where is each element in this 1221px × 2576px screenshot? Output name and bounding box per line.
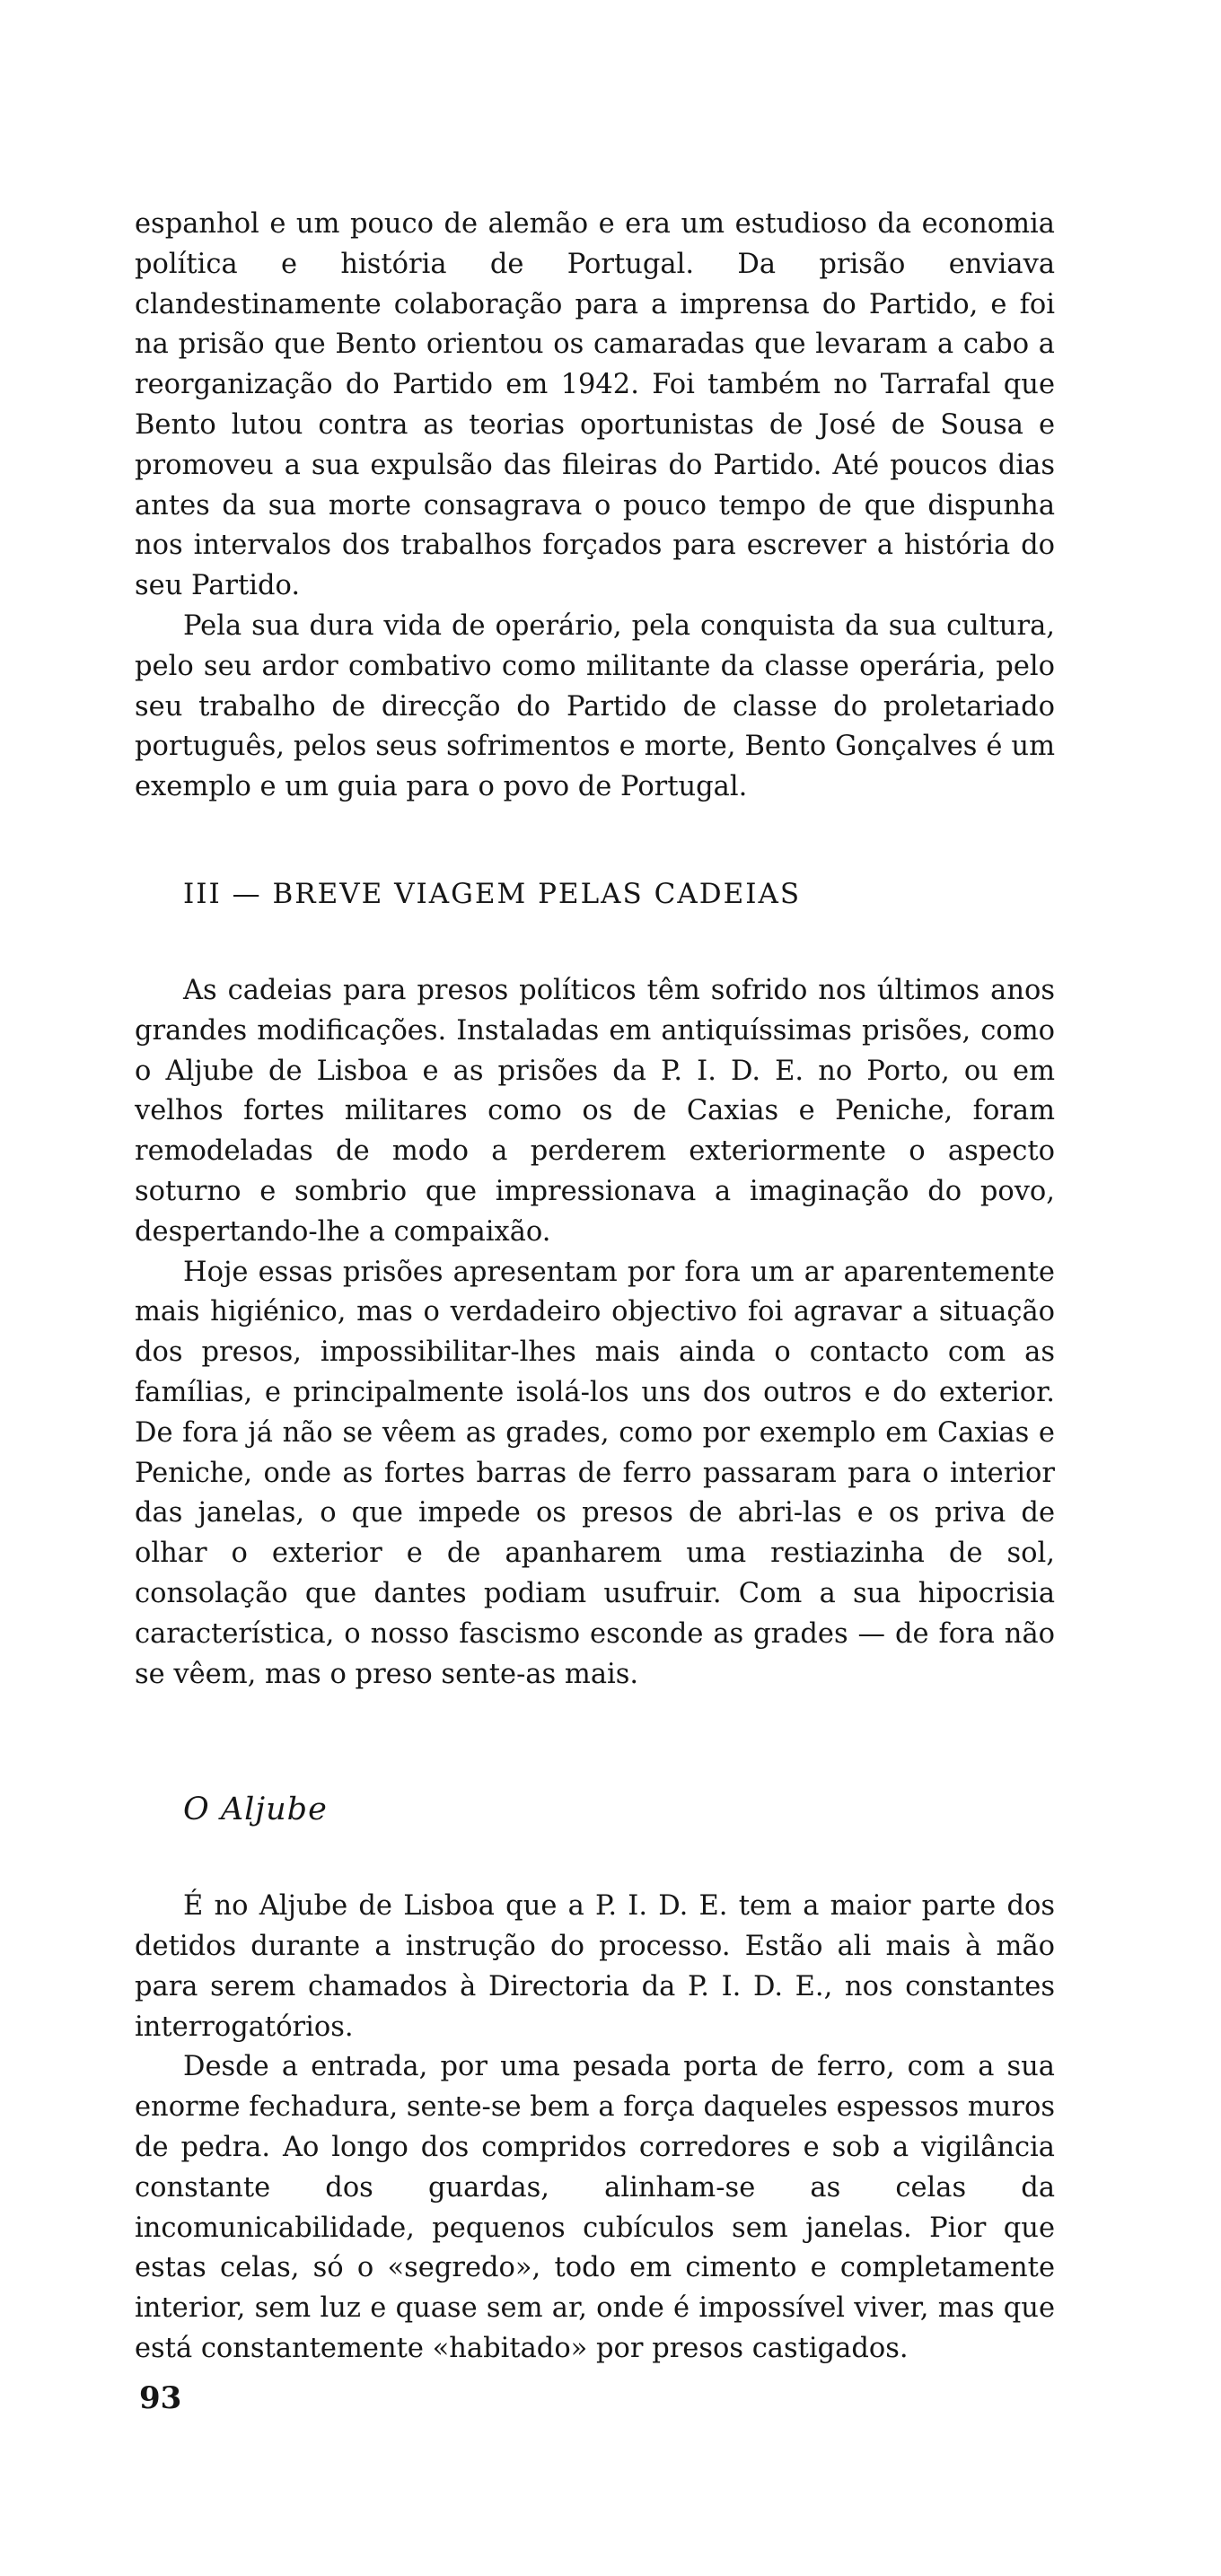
subsection-heading: O Aljube (183, 1792, 328, 1828)
section-paragraph-1: As cadeias para presos políticos têm sofrido nos últimos anos grandes modificações. Instaladas em antiquíssimas prisões, como o Aljube de Lisboa e as prisões da P. I. D. E. no Porto, ou em velhos fortes militares como os de Caxias e Peniche, foram remodeladas de modo a perderem exteriormente o aspecto soturno e sombrio que impressionava a imaginação do povo, despertando-lhe a compaixão. (135, 974, 1055, 1248)
continuation-paragraph-1: espanhol e um pouco de alemão e era um estudioso da economia política e história de Portugal. Da prisão enviava clandestinamente colaboração para a imprensa do Partido, e foi na prisão que Bento orientou os camaradas que levaram a cabo a reorganização do Partido em 1942. Foi também no Tarrafal que Bento lutou contra as teorias oportunistas de José de Sousa e promoveu a sua expulsão das fileiras do Partido. Até poucos dias antes da sua morte consagrava o pouco tempo de que dispunha nos intervalos dos trabalhos forçados para escrever a história do seu Partido. (135, 208, 1055, 602)
page-number: 93 (139, 2380, 182, 2416)
section-heading: III — BREVE VIAGEM PELAS CADEIAS (183, 877, 802, 910)
subsection-paragraph-2: Desde a entrada, por uma pesada porta de ferro, com a sua enorme fechadura, sente-se bem a força daqueles espessos muros de pedra. Ao longo dos compridos corredores e sob a vigilância constante dos guardas, alinham-se as celas da incomunicabilidade, pequenos cubículos sem janelas. Pior que estas celas, só o «segredo», todo em cimento e completamente interior, sem luz e quase sem ar, onde é impossível viver, mas que está constantemente «habitado» por presos castigados. (135, 2051, 1056, 2365)
subsection-paragraph-1: É no Aljube de Lisboa que a P. I. D. E. tem a maior parte dos detidos durante a instrução do processo. Estão ali mais à mão para serem chamados à Directoria da P. I. D. E., nos constantes interrogatórios. (135, 1890, 1055, 2043)
section-paragraph-2: Hoje essas prisões apresentam por fora um ar aparentemente mais higiénico, mas o verdadeiro objectivo foi agravar a situação dos presos, impossibilitar-lhes mais ainda o contacto com as famílias, e principalmente isolá-los uns dos outros e do exterior. De fora já não se vêem as grades, como por exemplo em Caxias e Peniche, onde as fortes barras de ferro passaram para o interior das janelas, o que impede os presos de abri-las e os priva de olhar o exterior e de apanharem uma restiazinha de sol, consolação que dantes podiam usufruir. Com a sua hipocrisia característica, o nosso fascismo esconde as grades — de fora não se vêem, mas o preso sente-as mais. (135, 1256, 1055, 1690)
continuation-paragraph-2: Pela sua dura vida de operário, pela conquista da sua cultura, pelo seu ardor combativo como militante da classe operária, pelo seu trabalho de direcção do Partido de classe do proletariado português, pelos seus sofrimentos e morte, Bento Gonçalves é um exemplo e um guia para o povo de Portugal. (135, 609, 1055, 803)
page-body (135, 205, 1055, 2370)
